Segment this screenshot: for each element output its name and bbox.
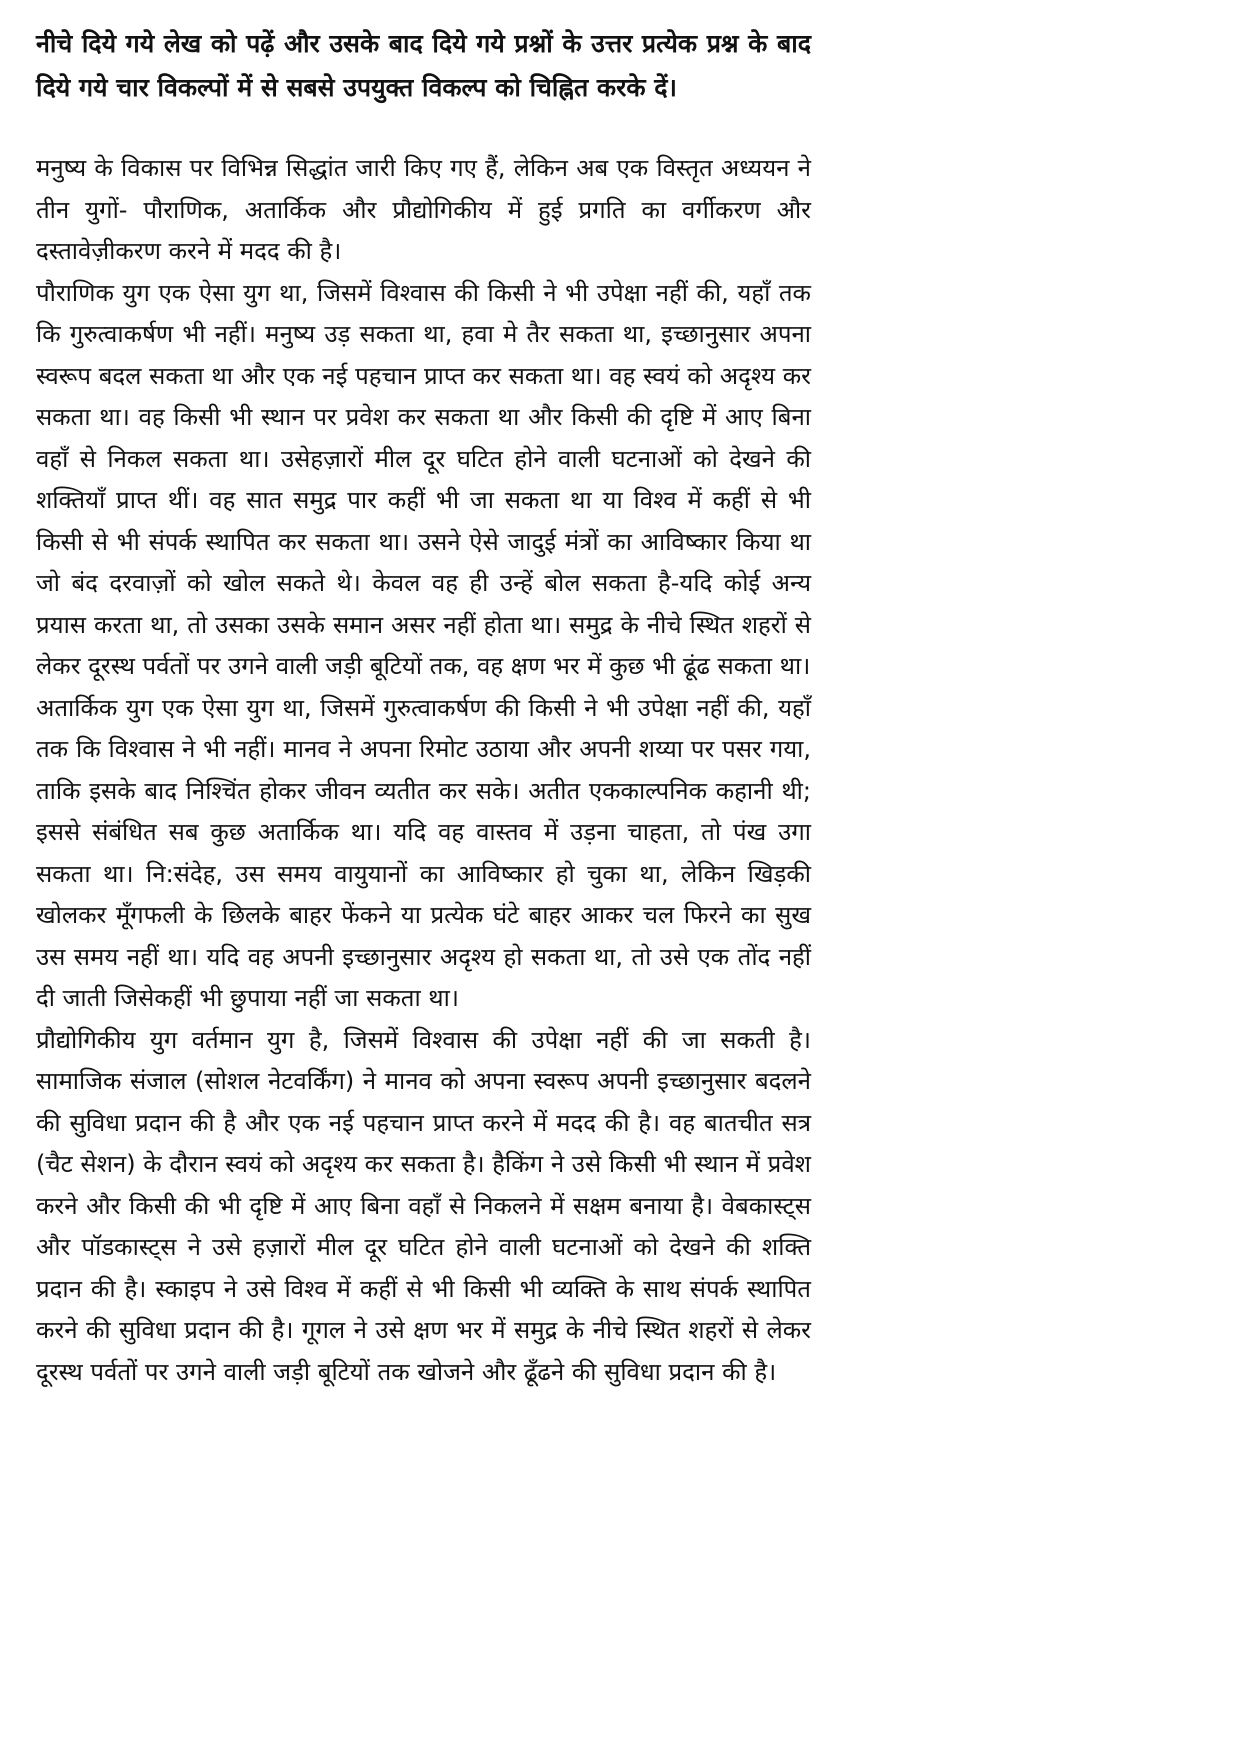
paragraph-mythological-age: पौराणिक युग एक ऐसा युग था, जिसमें विश्वास की किसी ने भी उपेक्षा नहीं की, यहाँ तक कि गुरुत्वाकर्षण भी नहीं। मनुष्य उड़ सकता था, हवा मे तैर सकता था, इच्छानुसार अपना स्वरूप बदल सकता था और एक नई पहचान प्राप्त कर सकता था। वह स्वयं को अदृश्य कर सकता था। वह किसी भी स्थान पर प्रवेश कर सकता था और किसी की दृष्टि में आए बिना वहाँ से निकल सकता था। उसेहज़ारों मील दूर घटित होने वाली घटनाओं को देखने की शक्तियाँ प्राप्त थीं। वह सात समुद्र पार कहीं भी जा सकता था या विश्व में कहीं से भी किसी से भी संपर्क स्थापित कर सकता था। उसने ऐसे जादुई मंत्रों का आविष्कार किया था जो बंद दरवाज़ों को खोल सकते थे। केवल वह ही उन्हें बोल सकता है-यदि कोई अन्य प्रयास करता था, तो उसका उसके समान असर नहीं होता था। समुद्र के नीचे स्थित शहरों से लेकर दूरस्थ पर्वतों पर उगने वाली जड़ी बूटियों तक, वह क्षण भर में कुछ भी ढूंढ सकता था। xyxy=(36,278,811,680)
document-page xyxy=(36,22,811,1393)
paragraph-irrational-age: अतार्किक युग एक ऐसा युग था, जिसमें गुरुत्वाकर्षण की किसी ने भी उपेक्षा नहीं की, यहाँ तक कि विश्वास ने भी नहीं। मानव ने अपना रिमोट उठाया और अपनी शय्या पर पसर गया, ताकि इसके बाद निश्चिंत होकर जीवन व्यतीत कर सके। अतीत एककाल्पनिक कहानी थी; इससे संबंधित सब कुछ अतार्किक था। यदि वह वास्तव में उड़ना चाहता, तो पंख उगा सकता था। नि:संदेह, उस समय वायुयानों का आविष्कार हो चुका था, लेकिन खिड़की खोलकर मूँगफली के छिलके बाहर फेंकने या प्रत्येक घंटे बाहर आकर चल फिरने का सुख उस समय नहीं था। यदि वह अपनी इच्छानुसार अदृश्य हो सकता था, तो उसे एक तोंद नहीं दी जाती जिसेकहीं भी छुपाया नहीं जा सकता था। xyxy=(36,693,811,1012)
paragraph-technological-age: प्रौद्योगिकीय युग वर्तमान युग है, जिसमें विश्वास की उपेक्षा नहीं की जा सकती है। सामाजिक संजाल (सोशल नेटवर्किंग) ने मानव को अपना स्वरूप अपनी इच्छानुसार बदलने की सुविधा प्रदान की है और एक नई पहचान प्राप्त करने में मदद की है। वह बातचीत सत्र (चैट सेशन) के दौरान स्वयं को अदृश्य कर सकता है। हैकिंग ने उसे किसी भी स्थान में प्रवेश करने और किसी की भी दृष्टि में आए बिना वहाँ से निकलने में सक्षम बनाया है। वेबकास्ट्स और पॉडकास्ट्स ने उसे हज़ारों मील दूर घटित होने वाली घटनाओं को देखने की शक्ति प्रदान की है। स्काइप ने उसे विश्व में कहीं से भी किसी भी व्यक्ति के साथ संपर्क स्थापित करने की सुविधा प्रदान की है। गूगल ने उसे क्षण भर में समुद्र के नीचे स्थित शहरों से लेकर दूरस्थ पर्वतों पर उगने वाली जड़ी बूटियों तक खोजने और ढूँढने की सुविधा प्रदान की है। xyxy=(36,1025,811,1386)
paragraph-intro: मनुष्य के विकास पर विभिन्न सिद्धांत जारी किए गए हैं, लेकिन अब एक विस्तृत अध्ययन ने तीन युगों- पौराणिक, अतार्किक और प्रौद्योगिकीय में हुई प्रगति का वर्गीकरण और दस्तावेज़ीकरण करने में मदद की है। xyxy=(36,154,811,265)
instruction-text: नीचे दिये गये लेख को पढ़ें और उसके बाद दिये गये प्रश्नों के उत्तर प्रत्येक प्रश्न के बाद दिये गये चार विकल्पों में से सबसे उपयुक्त विकल्प को चिह्नित करके दें। xyxy=(36,29,811,102)
